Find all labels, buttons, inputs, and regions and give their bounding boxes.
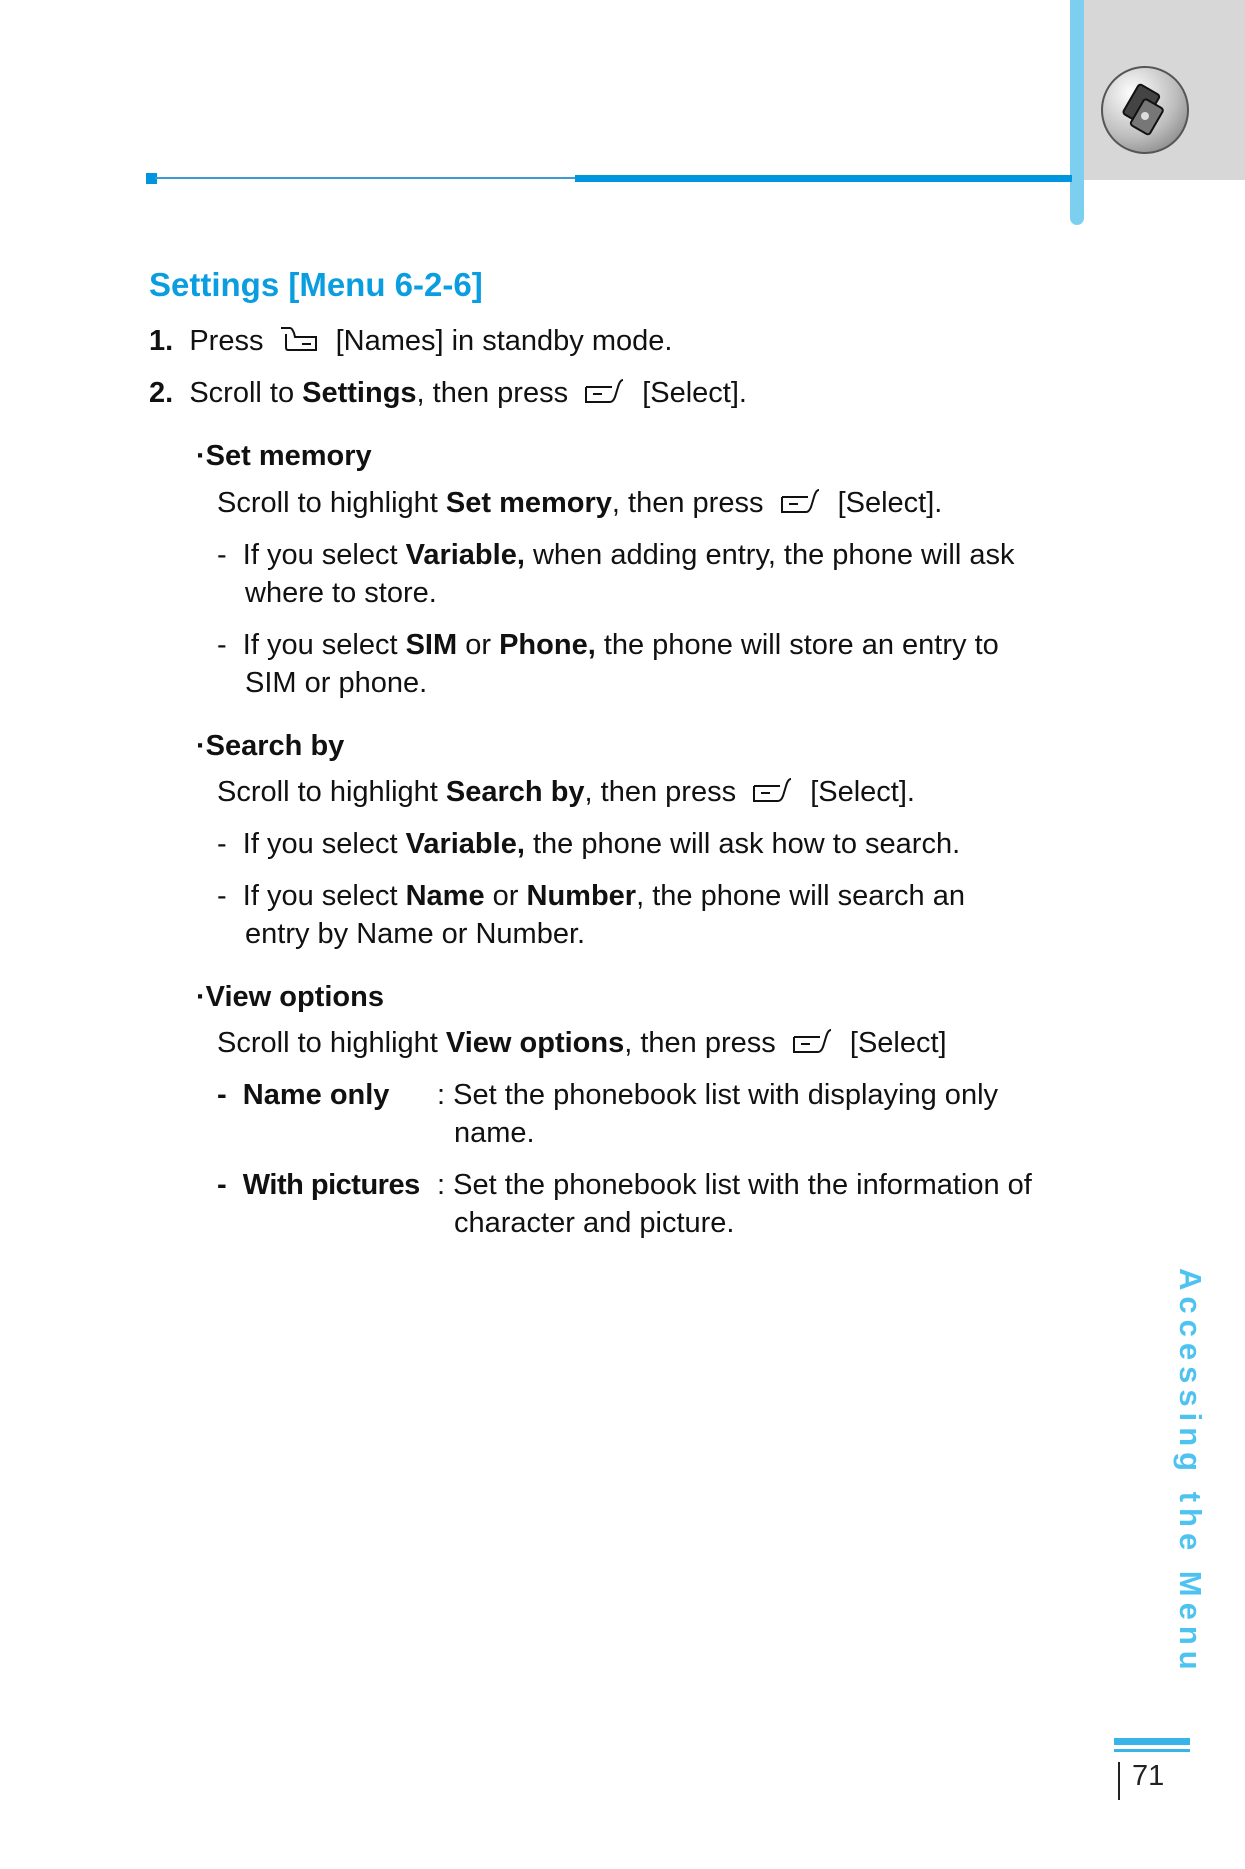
text: Scroll to highlight — [217, 776, 438, 808]
emphasis: SIM — [405, 629, 458, 661]
emphasis: Set memory — [445, 487, 612, 519]
page-number: 71 — [1132, 1760, 1165, 1792]
bullet-search-by: ·Search by — [196, 730, 345, 762]
bullet-set-memory: ·Set memory — [196, 440, 372, 472]
left-softkey-icon — [278, 325, 320, 363]
step-text: , then press — [416, 377, 569, 409]
bullet-view-options: ·View options — [196, 981, 384, 1013]
option-label: Name only — [242, 1079, 390, 1111]
step-text: Press — [189, 325, 264, 357]
text: , the phone will search an — [636, 880, 965, 912]
text: , then press — [611, 487, 764, 519]
text: Scroll to highlight — [217, 1027, 438, 1059]
text: or — [492, 880, 519, 912]
bullet-title: Search by — [205, 730, 345, 762]
step-text: [Names] in standby mode. — [335, 325, 673, 357]
header-rule-thin — [155, 177, 575, 179]
set-memory-item-2: - If you select SIM or Phone, the phone will store an entry to — [217, 629, 999, 661]
search-by-item-1: - If you select Variable, the phone will ask how to search. — [217, 828, 961, 860]
text: Scroll to highlight — [217, 487, 438, 519]
text: [Select]. — [810, 776, 915, 808]
search-by-item-2-cont: entry by Name or Number. — [245, 918, 586, 950]
emphasis: View options — [445, 1027, 625, 1059]
page-title: Settings [Menu 6-2-6] — [149, 266, 483, 303]
text: If you select — [242, 629, 398, 661]
emphasis: Variable, — [405, 828, 525, 860]
side-accent-bar — [1070, 0, 1084, 225]
view-option-1-label: - Name only — [217, 1079, 390, 1111]
step-text: Scroll to — [189, 377, 295, 409]
text: If you select — [242, 880, 398, 912]
set-memory-intro — [217, 484, 942, 525]
bullet-title: View options — [205, 981, 384, 1013]
text: If you select — [242, 828, 398, 860]
page-number-divider — [1118, 1762, 1120, 1800]
select-softkey-icon — [582, 377, 626, 415]
emphasis: Settings — [302, 377, 417, 409]
set-memory-item-1: - If you select Variable, when adding entry, the phone will ask — [217, 539, 1015, 571]
step-number: 2. — [149, 377, 174, 409]
select-softkey-icon — [778, 487, 822, 525]
side-section-label: Accessing the Menu — [1173, 1268, 1208, 1676]
text: , then press — [624, 1027, 776, 1059]
page-number-bar-thin — [1114, 1749, 1190, 1752]
emphasis: Name — [405, 880, 485, 912]
step-text: [Select]. — [642, 377, 747, 409]
text: when adding entry, the phone will ask — [532, 539, 1015, 571]
emphasis: Number — [526, 880, 637, 912]
header-rule-thick — [575, 175, 1072, 182]
text: or — [465, 629, 492, 661]
select-softkey-icon — [790, 1027, 834, 1065]
emphasis: Variable, — [405, 539, 525, 571]
option-label: With pictures — [242, 1169, 420, 1201]
phone-icon — [1101, 66, 1189, 154]
text: [Select] — [849, 1027, 947, 1059]
step-2 — [149, 374, 747, 415]
view-option-1-text: : Set the phonebook list with displaying only — [437, 1079, 999, 1111]
search-by-intro — [217, 773, 915, 814]
page-number-bar — [1114, 1738, 1190, 1745]
search-by-item-2: - If you select Name or Number, the phone will search an — [217, 880, 965, 912]
text: the phone will ask how to search. — [532, 828, 961, 860]
select-softkey-icon — [750, 776, 794, 814]
view-options-intro — [217, 1024, 947, 1065]
text: If you select — [242, 539, 398, 571]
view-option-1-cont: name. — [454, 1117, 535, 1149]
set-memory-item-1-cont: where to store. — [245, 577, 437, 609]
view-option-2-label: - With pictures — [217, 1169, 420, 1201]
view-option-2-cont: character and picture. — [454, 1207, 735, 1239]
step-number: 1. — [149, 325, 174, 357]
emphasis: Phone, — [499, 629, 596, 661]
view-option-2-text: : Set the phonebook list with the information of — [437, 1169, 1032, 1201]
text: , then press — [584, 776, 737, 808]
text: the phone will store an entry to — [603, 629, 999, 661]
bullet-title: Set memory — [205, 440, 372, 472]
set-memory-item-2-cont: SIM or phone. — [245, 667, 428, 699]
step-1 — [149, 322, 672, 363]
emphasis: Search by — [445, 776, 585, 808]
text: [Select]. — [837, 487, 943, 519]
